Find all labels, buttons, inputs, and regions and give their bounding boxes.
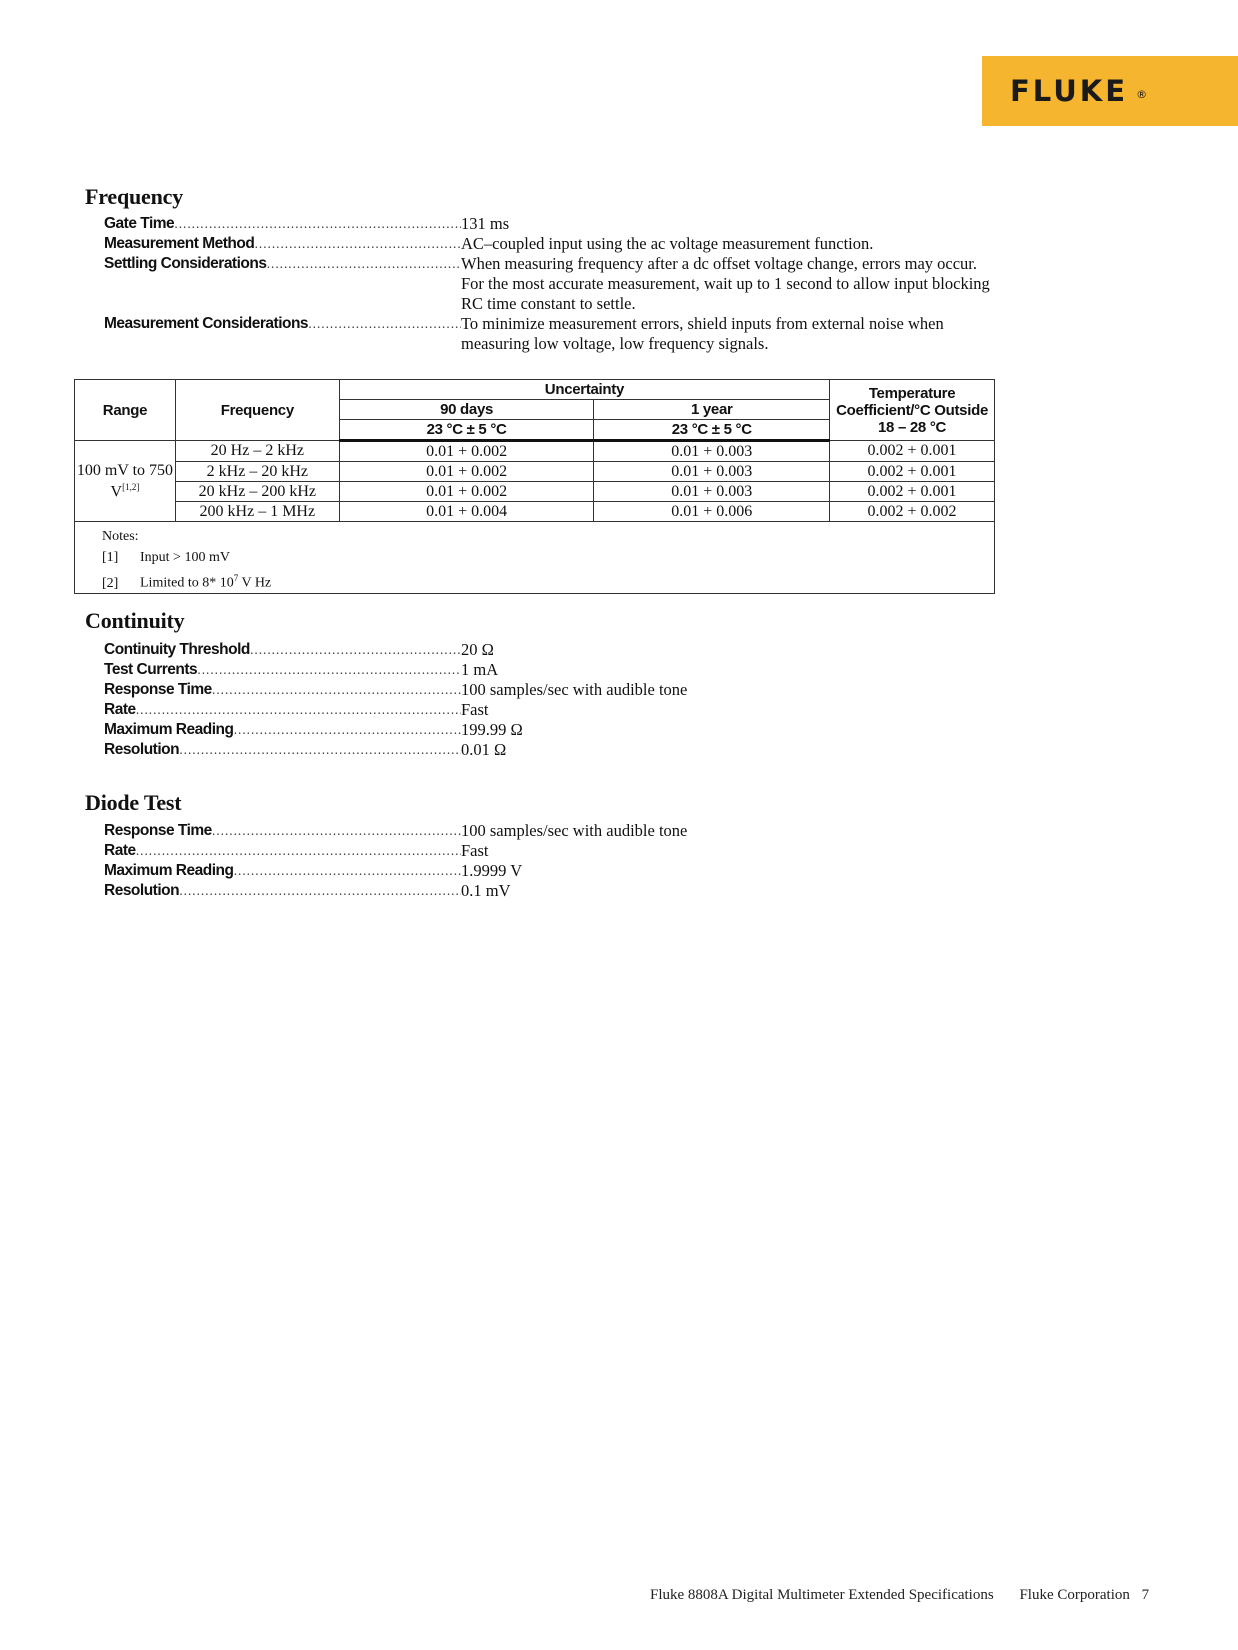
spec-row: [104, 740, 1004, 760]
spec-value: Fast: [461, 841, 489, 860]
y1-cell: 0.01 + 0.006: [594, 502, 830, 522]
spec-value: To minimize measurement errors, shield inputs from external noise when measuring low voltage, low frequency signals.: [461, 314, 944, 353]
spec-label: Maximum Reading: [104, 862, 234, 879]
spec-label: Response Time: [104, 681, 212, 698]
note-item: [1] Input > 100 mV: [102, 550, 230, 565]
page-number: 7: [1141, 1587, 1150, 1603]
spec-row: [104, 720, 1004, 740]
section-title-frequency: Frequency: [85, 184, 184, 209]
spec-row: [104, 640, 1004, 660]
spec-label: Settling Considerations: [104, 255, 267, 272]
spec-label: Maximum Reading: [104, 721, 234, 738]
spec-label: Measurement Method: [104, 235, 255, 252]
diode-specs: [104, 821, 1004, 901]
frequency-cell: 200 kHz – 1 MHz: [175, 502, 339, 522]
spec-value: 20 Ω: [461, 640, 494, 659]
spec-value: 1.9999 V: [461, 861, 523, 880]
header-tempco: Temperature Coefficient/°C Outside 18 – 28 °C: [830, 380, 995, 441]
fluke-logo: [982, 56, 1238, 126]
tempco-cell: 0.002 + 0.001: [830, 482, 995, 502]
spec-value: When measuring frequency after a dc offset voltage change, errors may occur. For the most accurate measurement, wait up to 1 second to allow input blocking RC time constant to settle.: [461, 254, 990, 313]
spec-row: [104, 314, 1004, 354]
notes-title: Notes:: [102, 529, 139, 544]
spec-row: [104, 881, 1004, 901]
frequency-cell: 2 kHz – 20 kHz: [175, 462, 339, 482]
spec-label: Continuity Threshold: [104, 641, 250, 658]
header-temp-90: 23 °C ± 5 °C: [339, 420, 594, 441]
spec-value: Fast: [461, 700, 489, 719]
d90-cell: 0.01 + 0.002: [339, 441, 594, 462]
spec-value: 0.01 Ω: [461, 740, 507, 759]
frequency-uncertainty-table: [74, 379, 995, 594]
spec-value: 0.1 mV: [461, 881, 511, 900]
d90-cell: 0.01 + 0.004: [339, 502, 594, 522]
section-title-diode: Diode Test: [85, 790, 182, 815]
spec-row: [104, 214, 1004, 234]
registered-mark: ®: [1136, 87, 1148, 101]
frequency-cell: 20 kHz – 200 kHz: [175, 482, 339, 502]
tempco-cell: 0.002 + 0.002: [830, 502, 995, 522]
brand-name: FLUKE: [1010, 74, 1129, 108]
range-cell: 100 mV to 750 V[1,2]: [75, 441, 176, 522]
spec-label: Rate: [104, 842, 136, 859]
d90-cell: 0.01 + 0.002: [339, 462, 594, 482]
table-row: [75, 462, 995, 482]
spec-value: 199.99 Ω: [461, 720, 523, 739]
d90-cell: 0.01 + 0.002: [339, 482, 594, 502]
header-range: Range: [75, 380, 176, 441]
spec-value: 131 ms: [461, 214, 510, 233]
y1-cell: 0.01 + 0.003: [594, 441, 830, 462]
spec-value: 100 samples/sec with audible tone: [461, 680, 688, 699]
spec-row: [104, 821, 1004, 841]
header-uncertainty: Uncertainty: [339, 380, 829, 400]
frequency-specs: [104, 214, 1004, 354]
spec-label: Resolution: [104, 741, 180, 758]
table-row: [75, 441, 995, 462]
spec-value: 100 samples/sec with audible tone: [461, 821, 688, 840]
spec-value: 1 mA: [461, 660, 499, 679]
footer-company: Fluke Corporation: [1019, 1587, 1130, 1603]
spec-label: Gate Time: [104, 215, 175, 232]
spec-label: Rate: [104, 701, 136, 718]
y1-cell: 0.01 + 0.003: [594, 462, 830, 482]
page-footer: [650, 1587, 1171, 1604]
section-title-continuity: Continuity: [85, 608, 185, 633]
spec-row: [104, 254, 1004, 314]
spec-label: Measurement Considerations: [104, 315, 309, 332]
header-frequency: Frequency: [175, 380, 339, 441]
tempco-cell: 0.002 + 0.001: [830, 462, 995, 482]
spec-row: [104, 700, 1004, 720]
spec-row: [104, 841, 1004, 861]
note-item: [2] Limited to 8* $10^7$ V Hz: [102, 573, 272, 591]
spec-label: Response Time: [104, 822, 212, 839]
spec-row: [104, 660, 1004, 680]
header-90-days: 90 days: [339, 400, 594, 420]
tempco-cell: 0.002 + 0.001: [830, 441, 995, 462]
y1-cell: 0.01 + 0.003: [594, 482, 830, 502]
spec-row: [104, 861, 1004, 881]
continuity-specs: [104, 640, 1004, 760]
spec-label: Test Currents: [104, 661, 198, 678]
header-1-year: 1 year: [594, 400, 830, 420]
spec-row: [104, 680, 1004, 700]
header-temp-1y: 23 °C ± 5 °C: [594, 420, 830, 441]
footer-doc-title: Fluke 8808A Digital Multimeter Extended Specifications: [650, 1587, 994, 1603]
spec-row: [104, 234, 1004, 254]
spec-label: Resolution: [104, 882, 180, 899]
spec-value: AC–coupled input using the ac voltage measurement function.: [461, 234, 874, 253]
table-notes: [75, 522, 995, 594]
table-row: [75, 482, 995, 502]
table-row: [75, 502, 995, 522]
frequency-cell: 20 Hz – 2 kHz: [175, 441, 339, 462]
